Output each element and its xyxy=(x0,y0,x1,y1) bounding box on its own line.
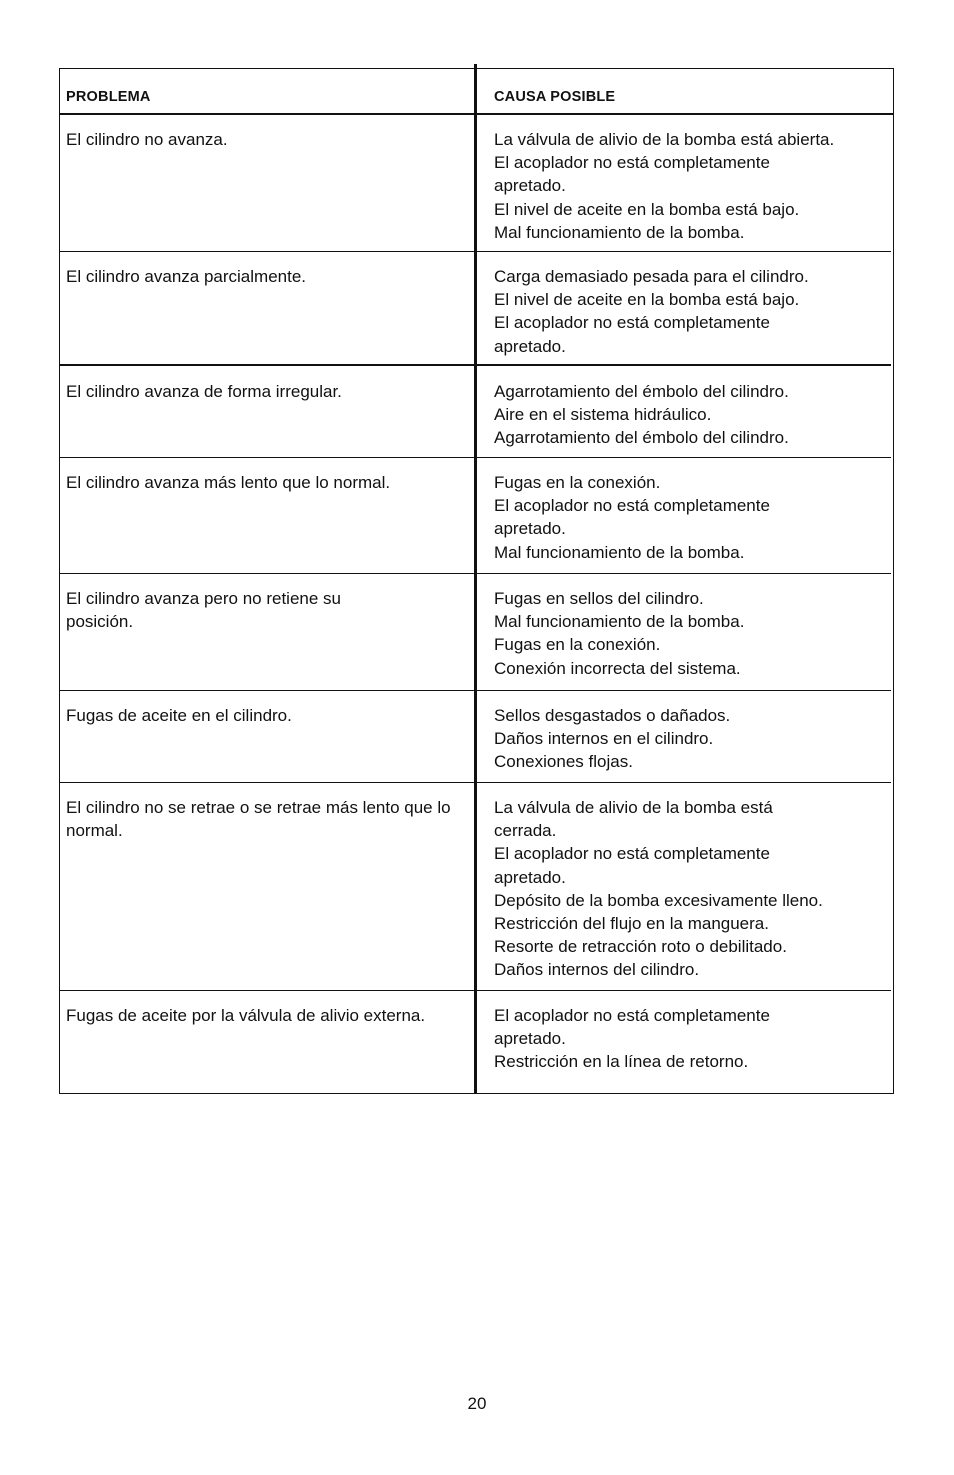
cause-line: El nivel de aceite en la bomba está bajo. xyxy=(494,199,800,219)
header-problem: PROBLEMA xyxy=(66,89,151,105)
problem-cell: El cilindro no avanza. xyxy=(66,130,228,149)
cause-line: Restricción del flujo en la manguera. xyxy=(494,914,769,934)
column-divider xyxy=(474,64,477,1094)
cause-line: Mal funcionamiento de la bomba. xyxy=(494,222,745,242)
cause-line: Conexiones flojas. xyxy=(494,752,633,772)
cause-line: Sellos desgastados o dañados. xyxy=(494,706,731,725)
cause-line: apretado. xyxy=(494,176,566,196)
cause-line: Restricción en la línea de retorno. xyxy=(494,1052,749,1072)
cause-line: apretado. xyxy=(494,867,566,887)
cause-line: Agarrotamiento del émbolo del cilindro. xyxy=(494,382,789,401)
cause-line: Daños internos del cilindro. xyxy=(494,960,700,980)
cause-line: Fugas en sellos del cilindro. xyxy=(494,589,704,608)
problem-cell: Fugas de aceite en el cilindro. xyxy=(66,706,292,725)
cause-line: Mal funcionamiento de la bomba. xyxy=(494,542,745,562)
cause-line: Daños internos en el cilindro. xyxy=(494,729,714,749)
problem-cell: El cilindro no se retrae o se retrae más lento que lo normal. xyxy=(66,798,451,841)
cause-cell xyxy=(494,796,889,982)
problem-cell: Fugas de aceite por la válvula de alivio externa. xyxy=(66,1006,426,1025)
cause-line: apretado. xyxy=(494,1029,566,1049)
cause-cell xyxy=(494,587,889,680)
cause-line: La válvula de alivio de la bomba está xyxy=(494,798,773,817)
header-cause: CAUSA POSIBLE xyxy=(494,89,616,105)
cause-line: Mal funcionamiento de la bomba. xyxy=(494,612,745,632)
cause-cell xyxy=(494,380,889,450)
cause-line: Agarrotamiento del émbolo del cilindro. xyxy=(494,428,789,448)
cause-line: Resorte de retracción roto o debilitado. xyxy=(494,937,787,957)
cause-line: Fugas en la conexión. xyxy=(494,473,661,492)
cause-line: El acoplador no está completamente xyxy=(494,496,770,516)
cause-cell xyxy=(494,128,889,244)
cause-line: Fugas en la conexión. xyxy=(494,635,661,655)
cause-line: El acoplador no está completamente xyxy=(494,153,770,173)
cause-line: Depósito de la bomba excesivamente lleno. xyxy=(494,890,823,910)
cause-line: apretado. xyxy=(494,519,566,539)
cause-line: cerrada. xyxy=(494,821,557,841)
problem-cell: El cilindro avanza pero no retiene su posición. xyxy=(66,589,341,632)
cause-line: apretado. xyxy=(494,336,566,356)
problem-cell: El cilindro avanza más lento que lo normal. xyxy=(66,473,391,492)
cause-cell xyxy=(494,471,889,564)
cause-line: El acoplador no está completamente xyxy=(494,313,770,333)
cause-line: Aire en el sistema hidráulico. xyxy=(494,405,712,425)
problem-cell: El cilindro avanza parcialmente. xyxy=(66,267,307,286)
cause-line: El acoplador no está completamente xyxy=(494,844,770,864)
cause-line: El nivel de aceite en la bomba está bajo. xyxy=(494,290,800,310)
cause-cell xyxy=(494,1004,889,1074)
page-number: 20 xyxy=(467,1394,487,1413)
cause-cell xyxy=(494,265,889,358)
cause-line: Carga demasiado pesada para el cilindro. xyxy=(494,267,809,286)
cause-line: El acoplador no está completamente xyxy=(494,1006,770,1025)
cause-line: Conexión incorrecta del sistema. xyxy=(494,658,741,678)
cause-cell xyxy=(494,704,889,774)
cause-line: La válvula de alivio de la bomba está abierta. xyxy=(494,130,835,149)
problem-cell: El cilindro avanza de forma irregular. xyxy=(66,382,342,401)
